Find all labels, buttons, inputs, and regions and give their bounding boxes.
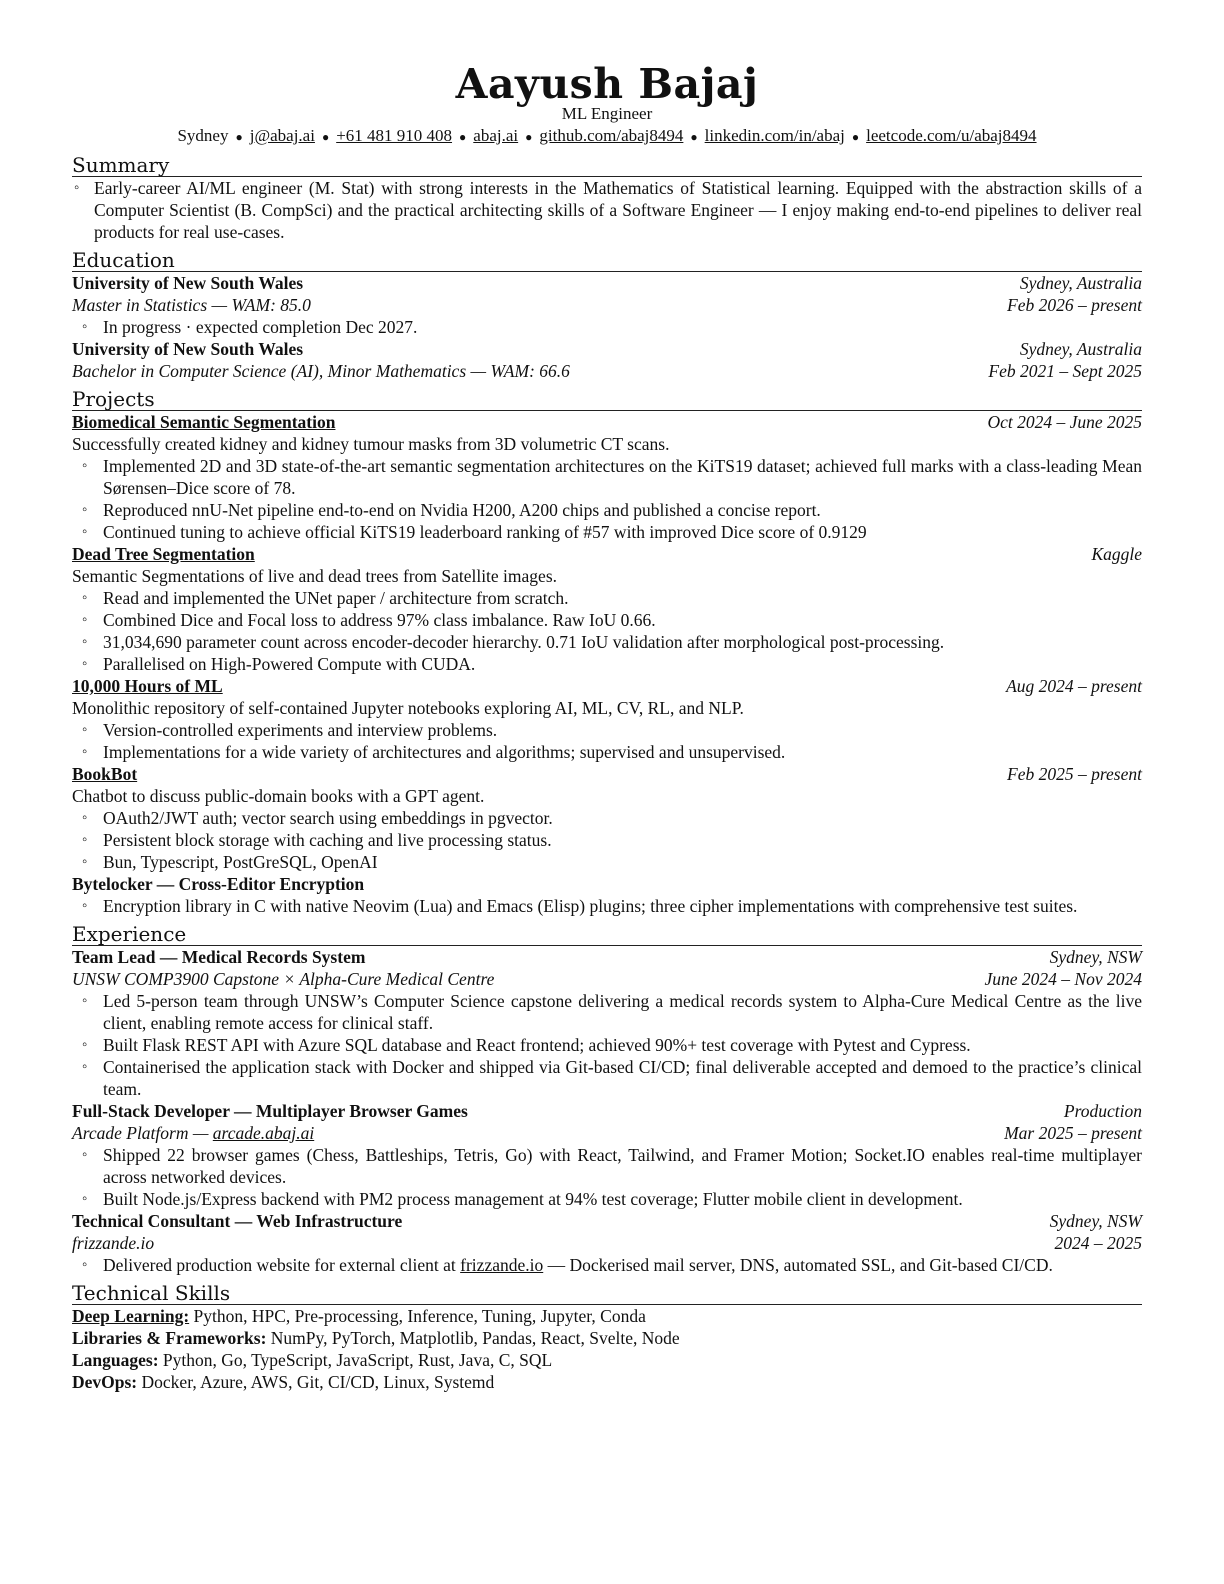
section-heading-projects: Projects xyxy=(72,388,1142,411)
degree-name: Master in Statistics — WAM: 85.0 xyxy=(72,295,311,315)
skill-row xyxy=(72,1349,1142,1371)
education-note: ◦ In progress · expected completion Dec 2027. xyxy=(72,316,1142,338)
linkedin-link[interactable]: linkedin.com/in/abaj xyxy=(704,126,845,145)
project-description: Chatbot to discuss public-domain books with a GPT agent. xyxy=(72,786,485,806)
skill-row xyxy=(72,1371,1142,1393)
phone-link[interactable]: +61 481 910 408 xyxy=(336,126,453,145)
degree-dates: Feb 2021 – Sept 2025 xyxy=(988,361,1142,381)
project-bullet: ◦ Parallelised on High-Powered Compute with CUDA. xyxy=(72,653,1142,675)
frizzande-link[interactable]: frizzande.io xyxy=(460,1255,544,1275)
job-dates: Mar 2025 – present xyxy=(1004,1123,1142,1143)
degree-dates: Feb 2026 – present xyxy=(1007,295,1142,315)
project-bullet: ◦ Continued tuning to achieve official KiTS19 leaderboard ranking of #57 with improved Dice score of 0.9129 xyxy=(72,521,1142,543)
project-description: Semantic Segmentations of live and dead trees from Satellite images. xyxy=(72,566,558,586)
project-entry xyxy=(72,873,1142,917)
project-title: Bytelocker — Cross-Editor Encryption xyxy=(72,874,365,894)
skill-values: Docker, Azure, AWS, Git, CI/CD, Linux, Systemd xyxy=(137,1372,495,1392)
skill-values: NumPy, PyTorch, Matplotlib, Pandas, React, Svelte, Node xyxy=(266,1328,680,1348)
arcade-link[interactable]: arcade.abaj.ai xyxy=(212,1123,315,1143)
job-bullet: ◦ Built Flask REST API with Azure SQL database and React frontend; achieved 90%+ test coverage with Pytest and Cypress. xyxy=(72,1034,1142,1056)
project-description: Monolithic repository of self-contained Jupyter notebooks exploring AI, ML, CV, RL, and NLP. xyxy=(72,698,744,718)
website-link[interactable]: abaj.ai xyxy=(473,126,519,145)
skill-label: Languages: xyxy=(72,1350,159,1370)
job-bullet: ◦ Built Node.js/Express backend with PM2 process management at 94% test coverage; Flutter mobile client in development. xyxy=(72,1188,1142,1210)
education-entry xyxy=(72,338,1142,382)
job-location: Sydney, NSW xyxy=(1049,947,1142,967)
contact-line xyxy=(72,125,1142,148)
skill-label-link[interactable]: Deep Learning: xyxy=(72,1306,190,1326)
resume-header xyxy=(72,62,1142,148)
experience-entry xyxy=(72,946,1142,1100)
project-bullet: ◦ Implementations for a wide variety of architectures and algorithms; supervised and unsupervised. xyxy=(72,741,1142,763)
project-entry xyxy=(72,675,1142,763)
skill-values: Python, Go, TypeScript, JavaScript, Rust, Java, C, SQL xyxy=(158,1350,553,1370)
job-dates: 2024 – 2025 xyxy=(1054,1233,1142,1253)
project-dates: Aug 2024 – present xyxy=(1006,676,1142,696)
project-bullet: ◦ Read and implemented the UNet paper / architecture from scratch. xyxy=(72,587,1142,609)
project-dates: Oct 2024 – June 2025 xyxy=(987,412,1142,432)
project-entry xyxy=(72,543,1142,675)
project-description: Successfully created kidney and kidney tumour masks from 3D volumetric CT scans. xyxy=(72,434,670,454)
skill-label: DevOps: xyxy=(72,1372,138,1392)
project-bullet: ◦ Reproduced nnU-Net pipeline end-to-end on Nvidia H200, A200 chips and published a concise report. xyxy=(72,499,1142,521)
bullet-separator: ● xyxy=(525,130,533,144)
job-role: Team Lead — Medical Records System xyxy=(72,947,366,967)
section-heading-education: Education xyxy=(72,249,1142,272)
project-bullet: ◦ Bun, Typescript, PostGreSQL, OpenAI xyxy=(72,851,1142,873)
section-heading-summary: Summary xyxy=(72,154,1142,177)
degree-name: Bachelor in Computer Science (AI), Minor Mathematics — WAM: 66.6 xyxy=(72,361,570,381)
bullet-text: — Dockerised mail server, DNS, automated SSL, and Git-based CI/CD. xyxy=(543,1255,1053,1275)
job-dates: June 2024 – Nov 2024 xyxy=(984,969,1142,989)
summary-list xyxy=(72,177,1142,243)
project-dates: Feb 2025 – present xyxy=(1007,764,1142,784)
candidate-role: ML Engineer xyxy=(561,104,653,123)
project-title-link[interactable]: BookBot xyxy=(72,764,138,784)
org-name: Arcade Platform — xyxy=(72,1123,213,1143)
job-organisation: UNSW COMP3900 Capstone × Alpha-Cure Medical Centre xyxy=(72,969,495,989)
project-bullet: ◦ Persistent block storage with caching and live processing status. xyxy=(72,829,1142,851)
project-bullet: ◦ Encryption library in C with native Neovim (Lua) and Emacs (Elisp) plugins; three cipher implementations with comprehensive test suites. xyxy=(72,895,1142,917)
job-bullet: ◦ Containerised the application stack with Docker and shipped via Git-based CI/CD; final deliverable accepted and demoed to the practice’s clinical team. xyxy=(72,1056,1142,1100)
bullet-separator: ● xyxy=(690,130,698,144)
bullet-separator: ● xyxy=(459,130,467,144)
job-bullet: ◦ Led 5-person team through UNSW’s Computer Science capstone delivering a medical records system to Alpha-Cure Medical Centre as the live client, enabling remote access for clinical staff. xyxy=(72,990,1142,1034)
project-title-link[interactable]: Biomedical Semantic Segmentation xyxy=(72,412,336,432)
bullet-separator: ● xyxy=(321,130,330,144)
project-bullet: ◦ 31,034,690 parameter count across encoder-decoder hierarchy. 0.71 IoU validation after morphological post-processing. xyxy=(72,631,1142,653)
candidate-name: Aayush Bajaj xyxy=(455,60,759,108)
school-name: University of New South Wales xyxy=(72,339,304,359)
experience-entry xyxy=(72,1210,1142,1276)
job-role: Technical Consultant — Web Infrastructure xyxy=(72,1211,403,1231)
job-organisation: frizzande.io xyxy=(72,1233,155,1253)
contact-location: Sydney xyxy=(177,126,229,145)
education-entry xyxy=(72,272,1142,338)
github-link[interactable]: github.com/abaj8494 xyxy=(539,126,684,145)
project-title-link[interactable]: 10,000 Hours of ML xyxy=(72,676,223,696)
leetcode-link[interactable]: leetcode.com/u/abaj8494 xyxy=(866,126,1037,145)
bullet-text: Delivered production website for external client at xyxy=(103,1255,461,1275)
skill-label: Libraries & Frameworks: xyxy=(72,1328,267,1348)
skill-row xyxy=(72,1327,1142,1349)
job-bullet: ◦ Shipped 22 browser games (Chess, Battleships, Tetris, Go) with React, Tailwind, and Framer Motion; Socket.IO enables real-time multiplayer across networked devices. xyxy=(72,1144,1142,1188)
school-name: University of New South Wales xyxy=(72,273,304,293)
project-bullet: ◦ Version-controlled experiments and interview problems. xyxy=(72,719,1142,741)
bullet-separator: ● xyxy=(235,130,243,144)
school-location: Sydney, Australia xyxy=(1019,273,1142,293)
job-organisation xyxy=(72,1122,314,1144)
project-platform: Kaggle xyxy=(1091,544,1142,564)
skill-row xyxy=(72,1305,1142,1327)
job-location: Sydney, NSW xyxy=(1049,1211,1142,1231)
email-link[interactable]: j@abaj.ai xyxy=(249,126,315,145)
project-bullet: ◦ OAuth2/JWT auth; vector search using embeddings in pgvector. xyxy=(72,807,1142,829)
project-entry xyxy=(72,763,1142,873)
bullet-separator: ● xyxy=(851,130,860,144)
job-role: Full-Stack Developer — Multiplayer Browser Games xyxy=(72,1101,468,1121)
project-bullet: ◦ Combined Dice and Focal loss to address 97% class imbalance. Raw IoU 0.66. xyxy=(72,609,1142,631)
job-bullet xyxy=(72,1254,1142,1276)
project-bullet: ◦ Implemented 2D and 3D state-of-the-art semantic segmentation architectures on the KiTS19 dataset; achieved full marks with a class-leading Mean Sørensen–Dice score of 78. xyxy=(72,455,1142,499)
skill-values: Python, HPC, Pre-processing, Inference, Tuning, Jupyter, Conda xyxy=(189,1306,646,1326)
experience-entry xyxy=(72,1100,1142,1210)
project-title-link[interactable]: Dead Tree Segmentation xyxy=(72,544,255,564)
section-heading-experience: Experience xyxy=(72,923,1142,946)
section-heading-skills: Technical Skills xyxy=(72,1282,1142,1305)
job-location: Production xyxy=(1063,1101,1142,1121)
project-entry xyxy=(72,411,1142,543)
resume-page xyxy=(72,62,1142,1393)
school-location: Sydney, Australia xyxy=(1019,339,1142,359)
summary-text: ◦ Early-career AI/ML engineer (M. Stat) with strong interests in the Mathematics of Statistical learning. Equipped with the abstraction skills of a Computer Scientist (B. CompSci) and the practical architecting skills of a Software Engineer — I enjoy making end-to-end pipelines to deliver real products for real use-cases. xyxy=(72,177,1142,243)
